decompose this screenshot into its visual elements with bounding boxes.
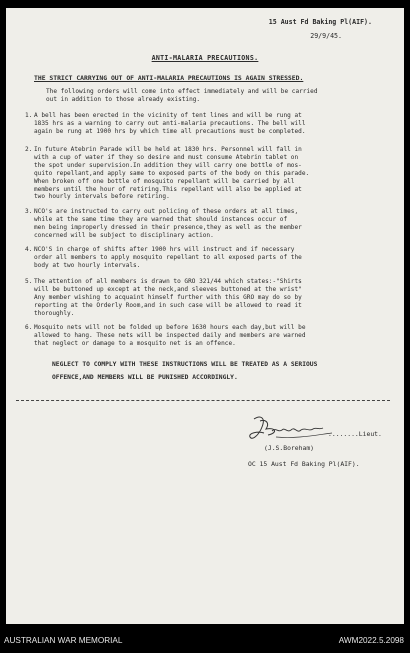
document-subheading: THE STRICT CARRYING OUT OF ANTI-MALARIA PRECAUTIONS IS AGAIN STRESSED. [34, 74, 304, 82]
order-line: thoroughly. [34, 309, 75, 317]
order-line: NCO's are instructed to carry out policing of these orders at all times, [34, 208, 299, 215]
document-page [6, 8, 404, 624]
order-line: body at two hourly intervals. [34, 261, 141, 269]
divider-rule [16, 400, 390, 401]
order-number: 5. [25, 278, 33, 285]
order-line: A bell has been erected in the vicinity of tent lines and will be rung at [34, 112, 302, 119]
order-line: concerned will be subject to disciplinary action. [34, 231, 214, 239]
order-line: Any member wishing to acquaint himself further with this GRO may do so by [34, 293, 302, 301]
order-line: allowed to hang. These nets will be inspected daily and members are warned [34, 331, 306, 339]
order-number: 1. [25, 112, 33, 119]
order-line: the spot under supervision.In addition they will carry one bottle of mos- [34, 161, 302, 169]
order-line: men being improperly dressed in their presence,they as well as the member [34, 223, 302, 231]
signatory-rank: ........Lieut. [328, 430, 382, 438]
order-6 [25, 324, 380, 348]
order-4 [25, 246, 380, 270]
document-title: ANTI-MALARIA PRECAUTIONS. [151, 54, 259, 62]
document-date: 29/9/45. [310, 32, 342, 40]
order-number: 6. [25, 324, 33, 331]
order-line: 1835 hrs as a warning to carry out anti-malaria precautions. The bell will [34, 119, 306, 127]
order-line: while at the same time they are warned that should instances occur of [34, 215, 288, 223]
intro-line: The following orders will come into effect immediately and will be carried [46, 88, 318, 95]
order-line: reporting at the Orderly Room,and in such case will be allowed to read it [34, 301, 302, 309]
unit-header: 15 Aust Fd Baking Pl(AIF). [268, 18, 372, 26]
archive-name: AUSTRALIAN WAR MEMORIAL [4, 636, 123, 645]
signatory-rank-text: Lieut. [358, 430, 382, 438]
order-line: NCO'S in charge of shifts after 1900 hrs will instruct and if necessary [34, 246, 295, 253]
intro-line: out in addition to those already existing. [46, 95, 201, 103]
intro-paragraph [46, 88, 386, 104]
archive-reference: AWM2022.5.2098 [338, 636, 404, 645]
order-line: again be rung at 1900 hrs by which time all precautions must be completed. [34, 127, 306, 135]
order-line: members until the hour of retiring.This repellant will also be applied at [34, 185, 302, 193]
warning-line: NEGLECT TO COMPLY WITH THESE INSTRUCTIONS WILL BE TREATED AS A SERIOUS [52, 361, 318, 368]
order-line: two hourly intervals before retiring. [34, 193, 170, 201]
order-2 [25, 146, 380, 201]
handwritten-signature [246, 413, 336, 447]
order-1 [25, 112, 380, 136]
order-line: that neglect or damage to a mosquito net is an offence. [34, 339, 236, 347]
order-line: order all members to apply mosquito repellant to all exposed parts of the [34, 253, 302, 261]
order-number: 4. [25, 246, 33, 253]
order-3 [25, 208, 380, 240]
archive-footer [0, 636, 410, 650]
order-line: quito repellant,and apply same to exposed parts of the body on this parade. [34, 169, 310, 177]
order-line: Mosquito nets will not be folded up before 1630 hours each day,but will be [34, 324, 306, 331]
order-line: with a cup of water if they so desire and must consume Atebrin tablet on [34, 153, 299, 161]
signatory-name: (J.S.Boreham) [264, 444, 315, 452]
warning-statement [52, 358, 372, 384]
order-line: When broken off one bottle of mosquito repellant will be carried by all [34, 177, 295, 185]
order-line: The attention of all members is drawn to GRO 321/44 which states:-"Shirts [34, 278, 302, 285]
order-line: will be buttoned up except at the neck,and sleeves buttoned at the wrist" [34, 285, 302, 293]
signatory-unit: OC 15 Aust Fd Baking Pl(AIF). [248, 460, 360, 468]
order-number: 3. [25, 208, 33, 215]
order-line: In future Atebrin Parade will be held at 1830 hrs. Personnel will fall in [34, 146, 302, 153]
order-number: 2. [25, 146, 33, 153]
order-5 [25, 278, 380, 318]
warning-line: OFFENCE,AND MEMBERS WILL BE PUNISHED ACCORDINGLY. [52, 374, 238, 381]
